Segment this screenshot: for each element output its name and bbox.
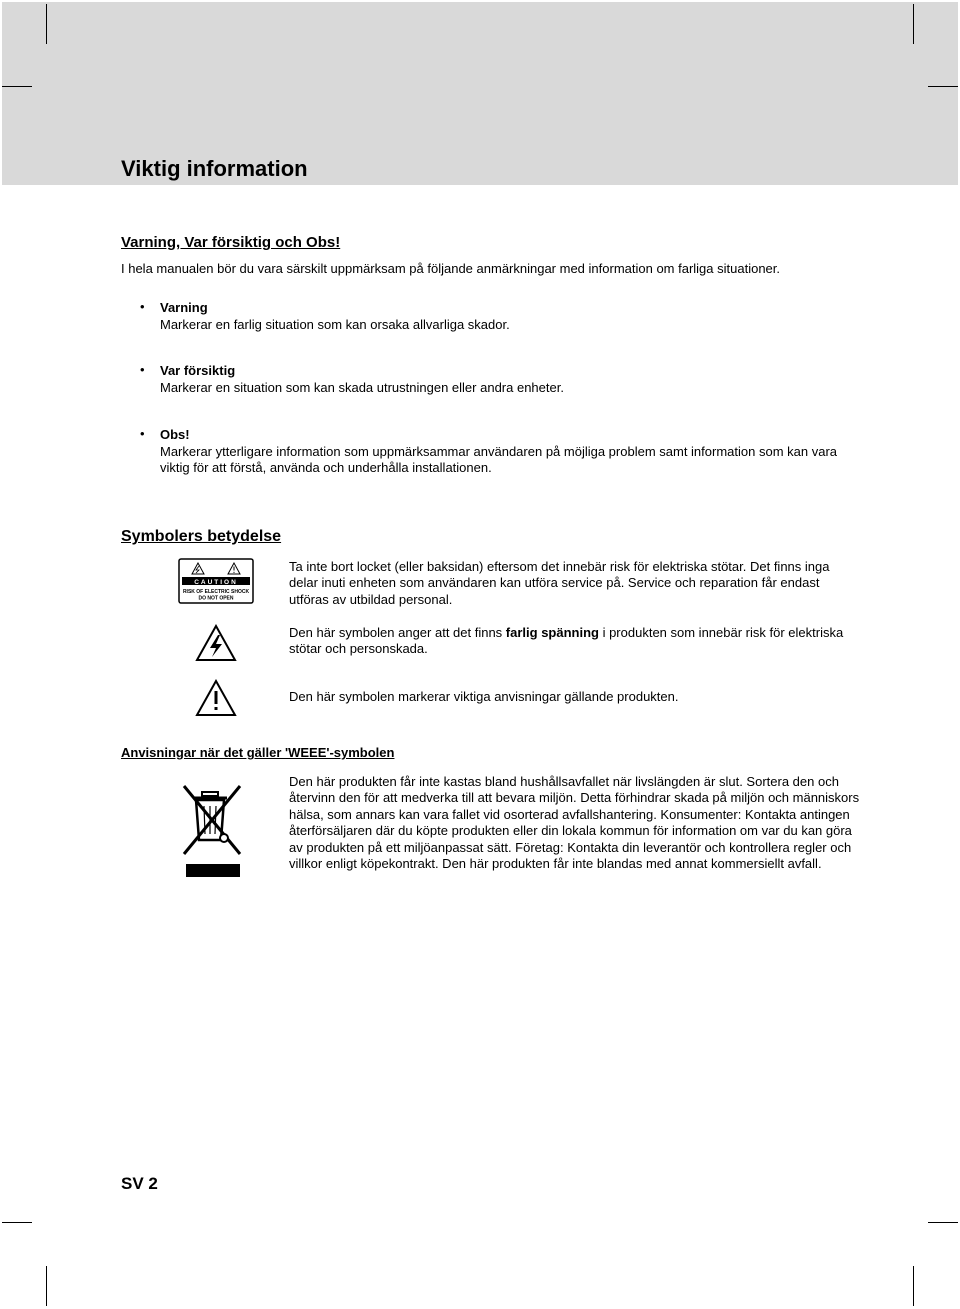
- exclamation-warning-icon: [195, 679, 237, 722]
- lightning-warning-icon: [195, 624, 237, 667]
- crop-mark: [913, 4, 914, 44]
- bullet-term: Var försiktig: [160, 363, 236, 378]
- bullet-description: Markerar ytterligare information som uppmärksammar användaren på möjliga problem samt information som kan vara viktig för att förstå, använda och underhålla installationen.: [160, 444, 837, 475]
- crop-mark: [46, 1266, 47, 1306]
- caution-text: Ta inte bort locket (eller baksidan) eftersom det innebär risk för elektriska stötar. Det finns inga delar inuti enheten som användaren kan utföra service på. Service och reparation får endast utföras av utbildad personal.: [289, 559, 830, 607]
- warnings-heading: Varning, Var försiktig och Obs!: [121, 234, 341, 251]
- crop-mark: [913, 1266, 914, 1306]
- bullet-dot: •: [140, 299, 145, 314]
- voltage-text-before: Den här symbolen anger att det finns: [289, 625, 506, 640]
- caution-label-line2: DO NOT OPEN: [198, 595, 234, 602]
- page-number: SV 2: [121, 1174, 158, 1193]
- caution-label-icon: [178, 558, 254, 609]
- bullet-term: Varning: [160, 300, 208, 315]
- crossed-bin-icon: [180, 782, 244, 885]
- caution-label-title: CAUTION: [194, 578, 238, 586]
- crop-mark: [2, 1222, 32, 1223]
- page-title: Viktig information: [121, 156, 308, 181]
- bullet-description: Markerar en situation som kan skada utrustningen eller andra enheter.: [160, 380, 564, 395]
- bullet-dot: •: [140, 426, 145, 441]
- crop-mark: [2, 86, 32, 87]
- bullet-description: Markerar en farlig situation som kan orsaka allvarliga skador.: [160, 317, 510, 332]
- bullet-term: Obs!: [160, 427, 190, 442]
- crop-mark: [928, 86, 958, 87]
- weee-heading: Anvisningar när det gäller 'WEEE'-symbolen: [121, 745, 395, 760]
- weee-text: Den här produkten får inte kastas bland hushållsavfallet när livslängden är slut. Sortera den och återvinn den för att medverka till att bevara miljön. Detta förhindrar skada på miljön och människors hälsa, som annars kan vara fallet vid osorterad avfallshantering. Konsumenter: Kontakta antingen återförsäljaren där du köpte produkten eller din lokala kommun för information om var du kan göra av produkten på ett miljöanpassat sätt. Företag: Kontakta din leverantör och kontrollera regler och villkor enligt köpekontrakt. Den här produkten får inte blandas med annat kommersiellt avfall.: [289, 774, 860, 872]
- voltage-text: [289, 625, 849, 658]
- crop-mark: [928, 1222, 958, 1223]
- symbols-heading: Symbolers betydelse: [121, 528, 282, 545]
- voltage-text-bold: farlig spänning: [505, 625, 599, 640]
- bullet-dot: •: [140, 362, 145, 377]
- crop-mark: [46, 4, 47, 44]
- caution-label-line1: RISK OF ELECTRIC SHOCK: [182, 589, 250, 595]
- voltage-text-after: i produkten som innebär risk för elektriska stötar och personskada.: [289, 625, 844, 657]
- warnings-intro: I hela manualen bör du vara särskilt uppmärksam på följande anmärkningar med information om farliga situationer.: [121, 261, 781, 276]
- exclamation-text: Den här symbolen markerar viktiga anvisningar gällande produkten.: [289, 689, 679, 704]
